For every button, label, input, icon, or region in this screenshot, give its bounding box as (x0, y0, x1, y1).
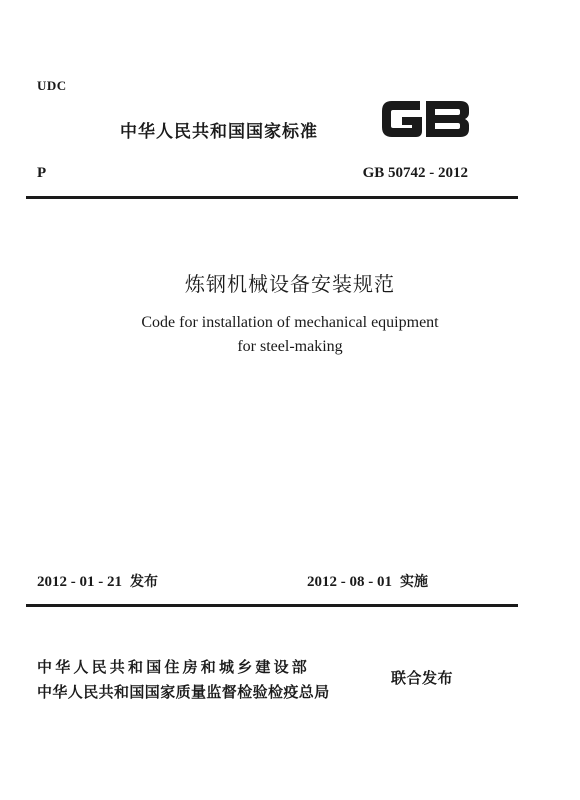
gb-logo (376, 95, 474, 143)
classification-code: P (37, 165, 47, 181)
english-title-line-1: Code for installation of mechanical equipment (141, 314, 439, 331)
bottom-divider (26, 604, 518, 607)
implement-date-block (307, 571, 428, 591)
implement-label: 实施 (400, 574, 428, 590)
implement-date: 2012 - 08 - 01 (307, 574, 392, 590)
joint-issue-label: 联合发布 (391, 669, 454, 687)
issue-date-block (37, 571, 158, 591)
udc-label: UDC (37, 78, 67, 93)
national-standard-title: 中华人民共和国国家标准 (120, 122, 318, 142)
top-divider (26, 196, 518, 199)
english-title (0, 311, 580, 359)
english-title-line-2: for steel-making (237, 338, 343, 355)
issuer-ministry: 中华人民共和国住房和城乡建设部 (37, 658, 311, 676)
chinese-title: 炼钢机械设备安装规范 (185, 272, 395, 296)
issue-date: 2012 - 01 - 21 (37, 574, 122, 590)
issue-label: 发布 (130, 574, 158, 590)
issuer-aqsiq: 中华人民共和国国家质量监督检验检疫总局 (37, 683, 330, 701)
standard-number: GB 50742 - 2012 (362, 165, 468, 181)
issuing-authorities (37, 655, 330, 705)
